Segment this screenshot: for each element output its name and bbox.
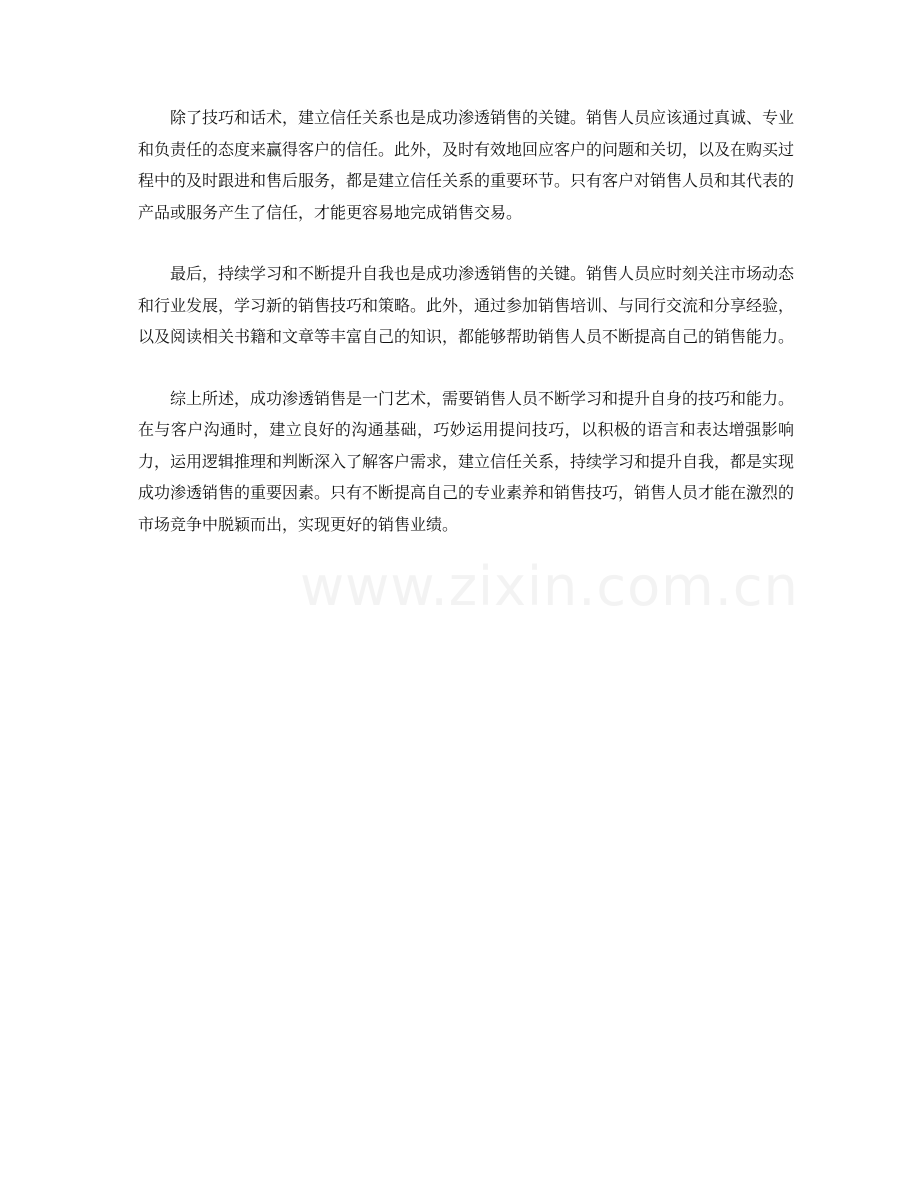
paragraph-trust: 除了技巧和话术，建立信任关系也是成功渗透销售的关键。销售人员应该通过真诚、专业和负责任的态度来赢得客户的信任。此外，及时有效地回应客户的问题和关切，以及在购买过程中的及时跟进和售后服务，都是建立信任关系的重要环节。只有客户对销售人员和其代表的产品或服务产生了信任，才能更容易地完成销售交易。	[138, 108, 795, 222]
document-body	[138, 102, 794, 570]
paragraph-learning: 最后，持续学习和不断提升自我也是成功渗透销售的关键。销售人员应时刻关注市场动态和行业发展，学习新的销售技巧和策略。此外，通过参加销售培训、与同行交流和分享经验，以及阅读相关书籍和文章等丰富自己的知识，都能够帮助销售人员不断提高自己的销售能力。	[138, 264, 795, 346]
paragraph-summary: 综上所述，成功渗透销售是一门艺术，需要销售人员不断学习和提升自身的技巧和能力。在与客户沟通时，建立良好的沟通基础，巧妙运用提问技巧，以积极的语言和表达增强影响力，运用逻辑推理和判断深入了解客户需求，建立信任关系，持续学习和提升自我，都是实现成功渗透销售的重要因素。只有不断提高自己的专业素养和销售技巧，销售人员才能在激烈的市场竞争中脱颖而出，实现更好的销售业绩。	[138, 388, 795, 534]
watermark: www.zixin.com.cn	[300, 555, 799, 618]
